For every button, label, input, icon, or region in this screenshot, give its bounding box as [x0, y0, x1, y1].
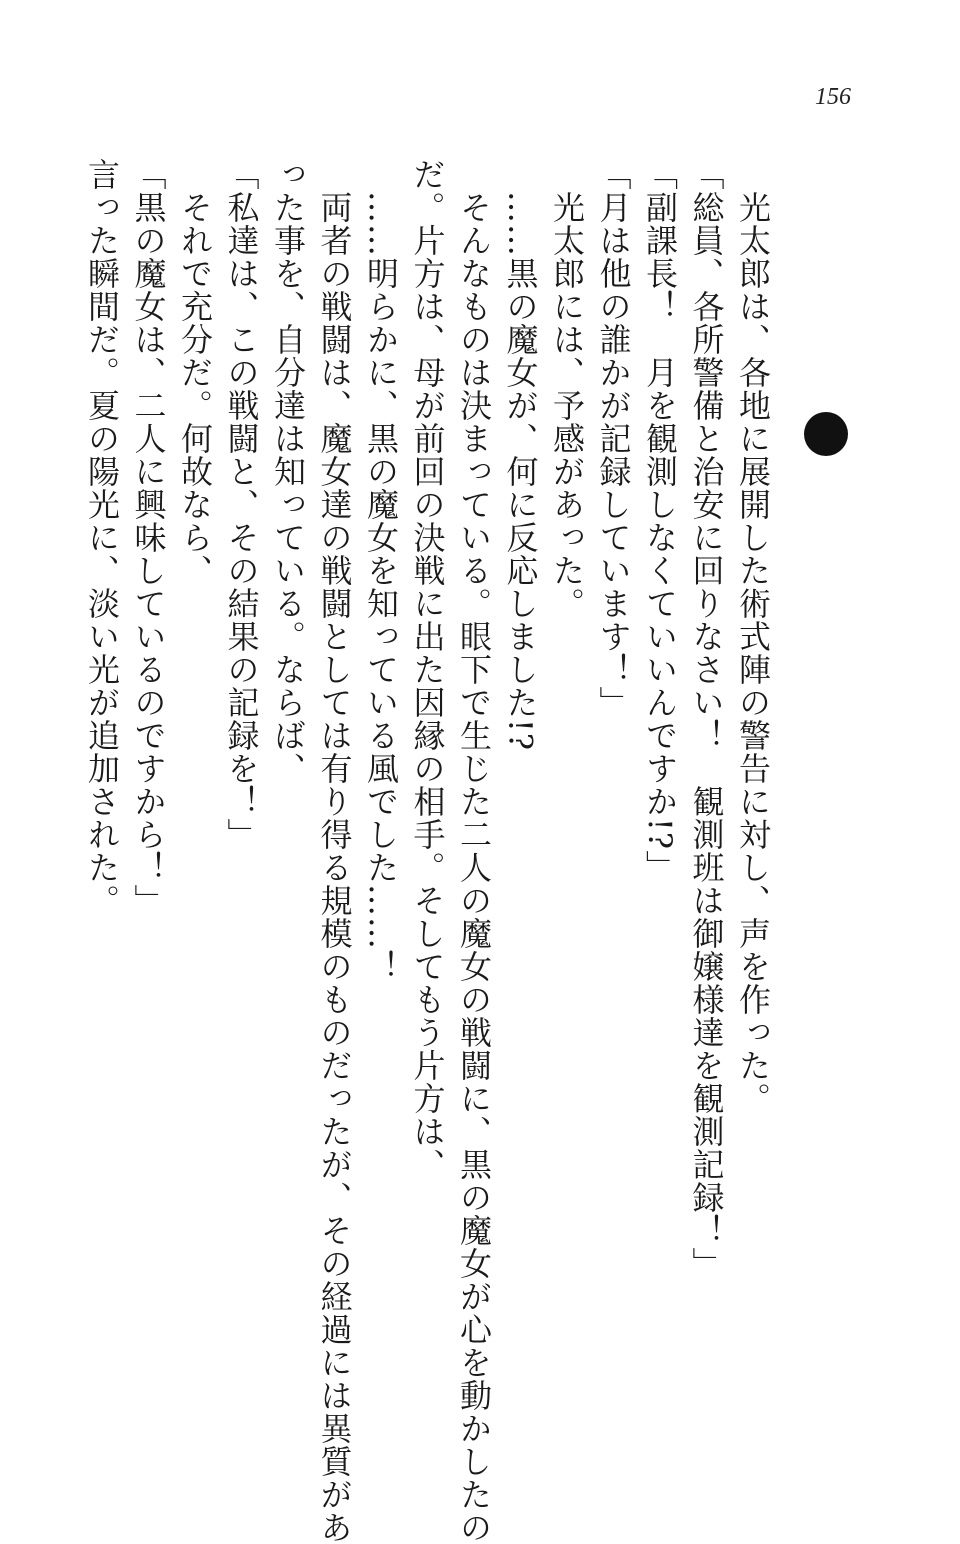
text-line: ……黒の魔女が、何に反応しました!?: [501, 191, 540, 752]
text-line: 両者の戦闘は、魔女達の戦闘としては有り得る規模のものだったが、その経過には異質があ: [315, 191, 354, 1544]
body-text: [79, 158, 777, 1544]
text-line: 「副課長！ 月を観測しなくていいんですか!?」: [641, 158, 679, 884]
text-line: だ。片方は、母が前回の決戦に出た因縁の相手。そしてもう片方は、: [408, 158, 447, 1181]
text-line: それで充分だ。何故なら、: [176, 191, 214, 587]
text-line: 光太郎は、各地に展開した術式陣の警告に対し、声を作った。: [734, 191, 772, 1115]
scene-break-dot-icon: [804, 412, 848, 456]
text-line: 「黒の魔女は、二人に興味しているのですから！」: [129, 158, 168, 917]
page-number: 156: [815, 84, 851, 110]
text-line: ……明らかに、黒の魔女を知っている風でした……！: [362, 191, 400, 983]
text-line: 言った瞬間だ。夏の陽光に、淡い光が追加された。: [83, 158, 121, 917]
text-line: 「総員、各所警備と治安に回りなさい！ 観測班は御嬢様達を観測記録！」: [687, 158, 726, 1280]
text-line: 「私達は、この戦闘と、その結果の記録を！」: [222, 158, 261, 851]
text-line: 光太郎には、予感があった。: [548, 191, 586, 620]
text-line: 「月は他の誰かが記録しています！」: [594, 158, 633, 719]
text-line: そんなものは決まっている。眼下で生じた二人の魔女の戦闘に、黒の魔女が心を動かしたの: [455, 191, 493, 1544]
text-line: った事を、自分達は知っている。ならば、: [269, 158, 307, 785]
